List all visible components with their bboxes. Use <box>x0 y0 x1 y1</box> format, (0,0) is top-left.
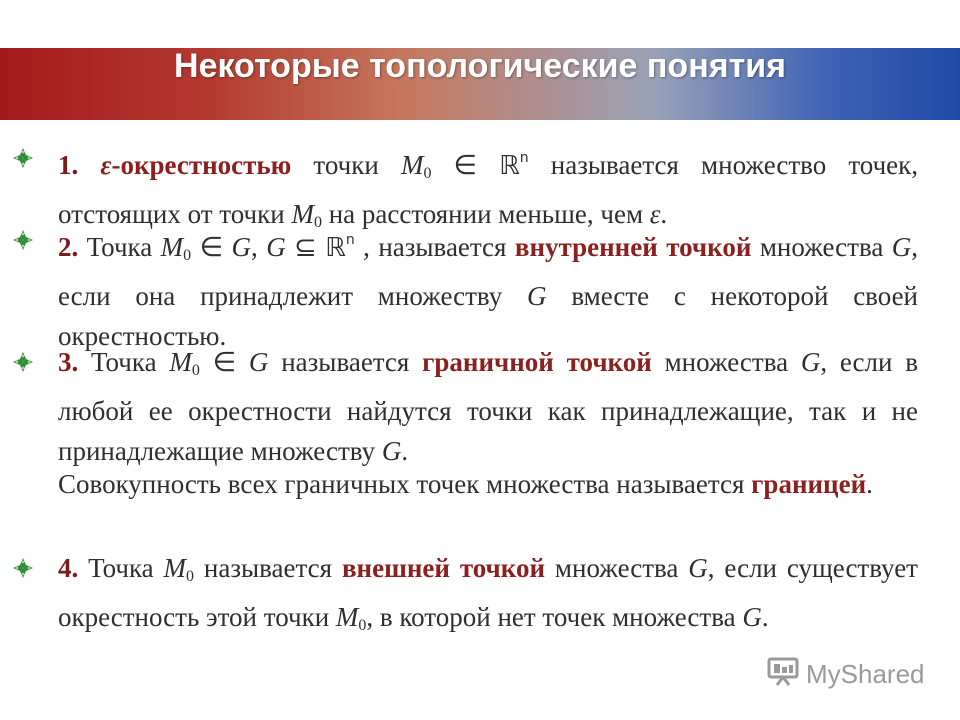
item-text: , <box>251 232 267 262</box>
diamond-bullet-icon <box>12 229 34 251</box>
item-text: . <box>401 436 409 466</box>
rn-symbol: ℝ$^n$ <box>325 232 355 263</box>
rn-symbol: ℝ$^n$ <box>499 150 529 181</box>
watermark-text: MyShared <box>806 658 925 689</box>
point-symbol: M <box>400 150 424 180</box>
term-exterior-point: внешней точкой <box>341 553 546 583</box>
diamond-bullet-icon <box>12 557 34 579</box>
set-symbol: G <box>266 232 286 262</box>
term-boundary-point: граничной точкой <box>422 347 652 377</box>
element-of-symbol: ∈ <box>191 232 232 262</box>
set-symbol: G <box>527 281 547 311</box>
item-text: на расстоянии меньше, чем <box>321 199 650 229</box>
set-symbol: G <box>248 347 269 377</box>
point-subscript: 0 <box>186 568 195 585</box>
item-text: , в которой нет точек множества <box>366 602 743 632</box>
diamond-bullet-icon <box>12 147 34 169</box>
epsilon-symbol: ε <box>649 199 661 229</box>
item-text: Точка <box>78 232 161 262</box>
item-text: . <box>761 602 769 632</box>
point-symbol: M <box>169 347 192 377</box>
point-symbol: M <box>163 553 187 583</box>
item-text: называется <box>268 347 423 377</box>
point-subscript: 0 <box>313 214 322 231</box>
item-text: , если существует окрестность этой точки <box>58 553 918 632</box>
presentation-board-icon <box>766 656 800 693</box>
set-symbol: G <box>800 347 821 377</box>
boundary-paragraph <box>58 464 918 504</box>
item-text: . <box>660 199 668 229</box>
element-of-symbol: ∈ <box>431 150 500 180</box>
item-number: 4. <box>58 553 79 583</box>
point-subscript: 0 <box>423 165 432 182</box>
item-text: множества <box>651 347 801 377</box>
term-boundary: границей <box>751 469 867 499</box>
element-of-symbol: ∈ <box>199 347 249 377</box>
diamond-bullet-icon <box>12 351 34 373</box>
item-text: . <box>866 469 873 499</box>
item-number: 2. <box>58 232 79 262</box>
item-text: называется <box>194 553 342 583</box>
slide-title: Некоторые топологические понятия <box>174 47 786 85</box>
point-symbol: M <box>335 602 359 632</box>
item-text: точки <box>291 150 401 180</box>
item-text: , если она принадлежит множеству <box>58 232 918 311</box>
epsilon-symbol: ε <box>100 150 112 180</box>
set-symbol: G <box>381 436 402 466</box>
item-text: Точка <box>78 347 170 377</box>
item-text: Точка <box>78 553 164 583</box>
item-text: вместе с некоторой своей окрестностью. <box>58 281 919 351</box>
list-item-3 <box>12 342 918 471</box>
point-symbol: M <box>291 199 314 229</box>
set-symbol: G <box>742 602 762 632</box>
item-text: называется множество точек, отстоящих от точки <box>58 150 919 229</box>
myshared-watermark <box>766 656 925 692</box>
item-text: , если в любой ее окрестности найдутся точки как принадлежащие, так и не принадлежащие множеству <box>58 347 918 466</box>
list-item-2 <box>12 220 918 356</box>
item-number: 3. <box>58 347 79 377</box>
subset-symbol: ⊆ <box>285 232 326 262</box>
set-symbol: G <box>688 553 708 583</box>
term-neighborhood: -окрестностью <box>111 150 292 180</box>
term-interior-point: внутренней точкой <box>514 232 752 262</box>
set-symbol: G <box>891 232 912 262</box>
point-symbol: M <box>160 232 184 262</box>
point-subscript: 0 <box>358 617 367 634</box>
item-text: , называется <box>354 232 515 262</box>
item-number: 1. <box>58 150 79 180</box>
list-item-4 <box>12 548 918 646</box>
set-symbol: G <box>231 232 252 262</box>
point-subscript: 0 <box>191 362 200 379</box>
item-text: Совокупность всех граничных точек множества называется <box>58 469 752 499</box>
point-subscript: 0 <box>183 247 192 264</box>
item-text: множества <box>751 232 892 262</box>
item-text: множества <box>545 553 689 583</box>
